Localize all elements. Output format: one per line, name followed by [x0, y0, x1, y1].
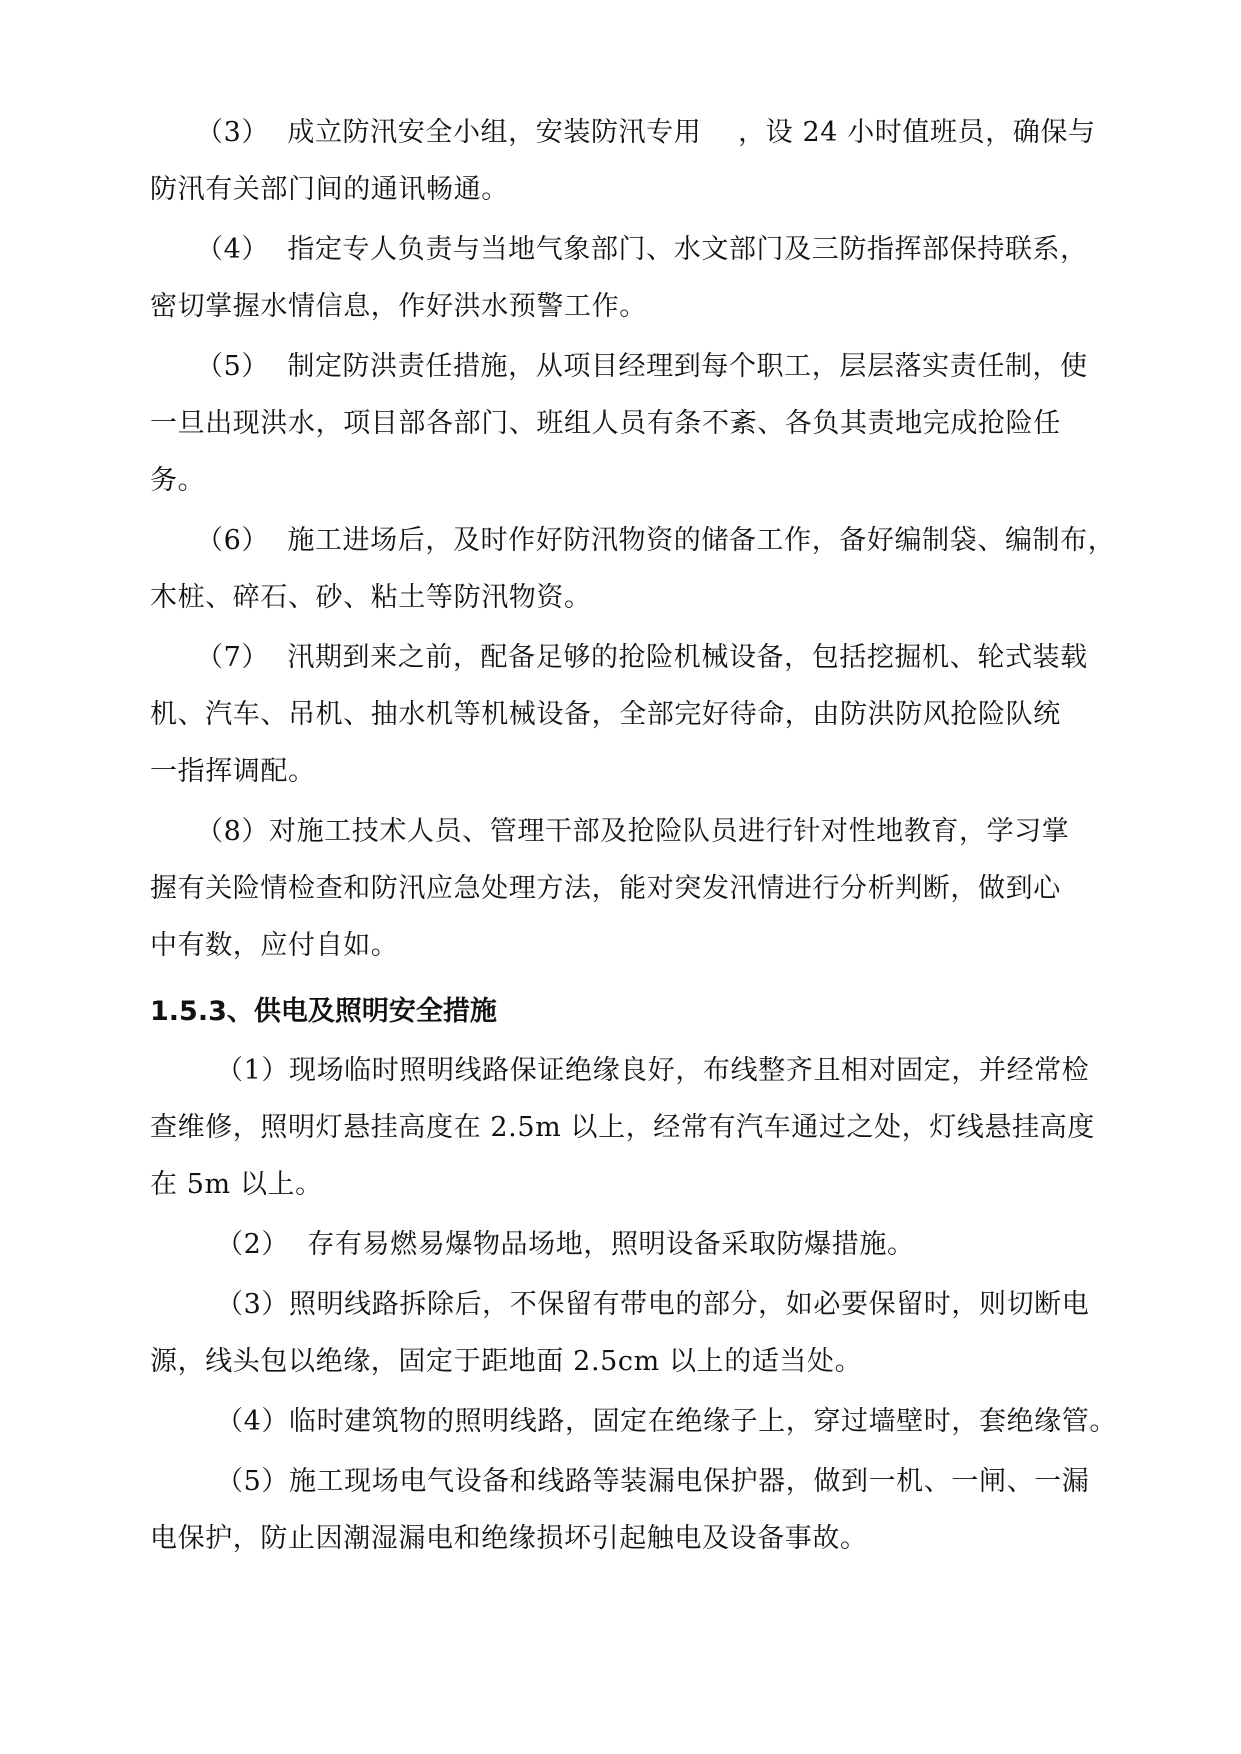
paragraph-b4: [150, 1393, 1118, 1450]
text-line: 防汛有关部门间的通讯畅通。: [150, 174, 509, 205]
text-line: （8）对施工技术人员、管理干部及抢险队员进行针对性地教育，学习掌: [196, 816, 1070, 847]
text-line: 机、汽车、吊机、抽水机等机械设备，全部完好待命，由防洪防风抢险队统: [150, 699, 1061, 730]
text-line: （1）现场临时照明线路保证绝缘良好，布线整齐且相对固定，并经常检: [216, 1055, 1090, 1086]
text-line: （5）施工现场电气设备和线路等装漏电保护器，做到一机、一闸、一漏: [216, 1466, 1090, 1497]
text-line: （3）照明线路拆除后，不保留有带电的部分，如必要保留时，则切断电: [216, 1289, 1090, 1320]
text-line: 务。: [150, 465, 206, 496]
text-line: 中有数，应付自如。: [150, 930, 399, 961]
paragraph-b5: [150, 1453, 1118, 1567]
text-line: 电保护，防止因潮湿漏电和绝缘损坏引起触电及设备事故。: [150, 1523, 868, 1554]
paragraph-5: [150, 338, 1118, 509]
text-line: 在 5m 以上。: [150, 1169, 323, 1200]
paragraph-3: [150, 104, 1118, 218]
document-page: [150, 104, 1118, 1570]
paragraph-8: [150, 803, 1118, 974]
text-line: （4）临时建筑物的照明线路，固定在绝缘子上，穿过墙壁时，套绝缘管。: [216, 1406, 1117, 1437]
text-line: （6） 施工进场后，及时作好防汛物资的储备工作，备好编制袋、编制布，: [196, 525, 1116, 556]
section-heading: 1.5.3、供电及照明安全措施: [150, 996, 497, 1027]
paragraph-b1: [150, 1042, 1118, 1213]
paragraph-4: [150, 221, 1118, 335]
text-line: 源，线头包以绝缘，固定于距地面 2.5cm 以上的适当处。: [150, 1346, 863, 1377]
text-line: 查维修，照明灯悬挂高度在 2.5m 以上，经常有汽车通过之处，灯线悬挂高度: [150, 1112, 1095, 1143]
text-line: （3） 成立防汛安全小组，安装防汛专用 ，设 24 小时值班员，确保与: [196, 117, 1096, 148]
text-line: 木桩、碎石、砂、粘土等防汛物资。: [150, 582, 592, 613]
text-line: 密切掌握水情信息，作好洪水预警工作。: [150, 291, 647, 322]
paragraph-7: [150, 629, 1118, 800]
text-line: 一指挥调配。: [150, 756, 316, 787]
paragraph-6: [150, 512, 1118, 626]
text-line: （4） 指定专人负责与当地气象部门、水文部门及三防指挥部保持联系，: [196, 234, 1088, 265]
paragraph-b2: [150, 1216, 1118, 1273]
text-line: 一旦出现洪水，项目部各部门、班组人员有条不紊、各负其责地完成抢险任: [150, 408, 1061, 439]
text-line: 握有关险情检查和防汛应急处理方法，能对突发汛情进行分析判断，做到心: [150, 873, 1061, 904]
text-line: （7） 汛期到来之前，配备足够的抢险机械设备，包括挖掘机、轮式装载: [196, 642, 1088, 673]
text-line: （5） 制定防洪责任措施，从项目经理到每个职工，层层落实责任制，使: [196, 351, 1088, 382]
paragraph-b3: [150, 1276, 1118, 1390]
text-line: （2） 存有易燃易爆物品场地，照明设备采取防爆措施。: [216, 1229, 915, 1260]
